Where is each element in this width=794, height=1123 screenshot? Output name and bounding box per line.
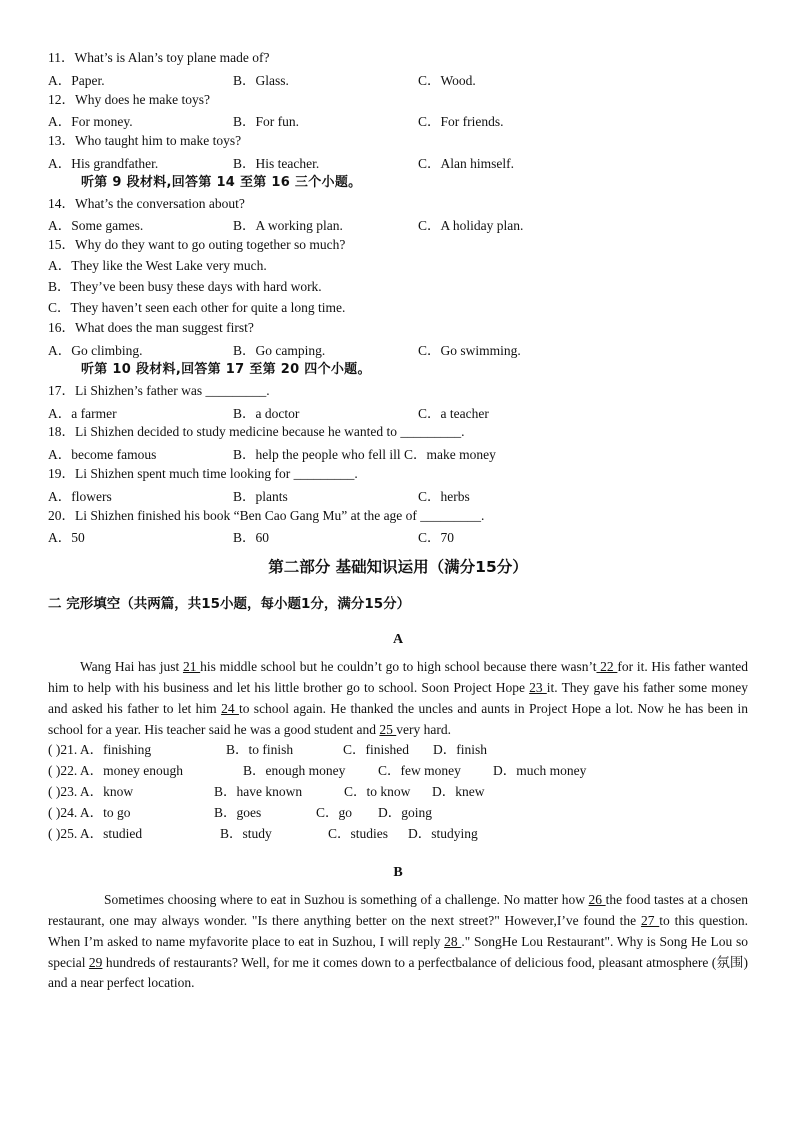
option-a: ( )24. A．to go	[48, 804, 131, 820]
blank-21: 21	[182, 659, 201, 675]
question-text: 16．What does the man suggest first?	[48, 320, 254, 336]
option-b: B．to finish	[226, 742, 294, 758]
option-a: A．Paper.	[48, 72, 105, 88]
question-13	[48, 131, 748, 173]
blank-25: 25	[379, 721, 397, 737]
option-b: B．enough money	[243, 763, 346, 779]
question-text: 13．Who taught him to make toys?	[48, 133, 242, 149]
option-b: B．a doctor	[233, 405, 300, 421]
option-a: A．Some games.	[48, 218, 144, 234]
question-14	[48, 194, 748, 236]
option-b: B．Go camping.	[233, 343, 326, 359]
option-c: C．A holiday plan.	[418, 218, 524, 234]
option-a: A．Go climbing.	[48, 343, 143, 359]
option-a: ( )22. A．money enough	[48, 763, 183, 779]
blank-26: 26	[588, 892, 606, 908]
passage-text: ." SongHe Lou Restaurant". Why is Song He Lou so special	[48, 933, 749, 970]
passage-text: Wang Hai has just	[80, 659, 183, 675]
passage-text: the food tastes at a chosen restaurant, one may always wonder. "Is there anything better on the next street?" However,I’ve found the	[48, 892, 749, 929]
option-c: C．Go swimming.	[418, 343, 521, 359]
blank-29: 29	[88, 954, 103, 970]
passage-text: to school again. He thanked the uncles and aunts in Project Hope a lot. Now he has been in school for a year. His teacher said he was a good student and	[48, 700, 748, 737]
cloze-section-title: 二 完形填空（共两篇，共15小题，每小题1分，满分15分）	[48, 596, 411, 613]
option-d: D．much money	[493, 763, 587, 779]
question-11	[48, 48, 748, 90]
option-a: ( )25. A．studied	[48, 825, 143, 841]
section-heading-10: 听第 10 段材料,回答第 17 至第 20 四个小题。	[81, 361, 371, 377]
option-a: A．His grandfather.	[48, 155, 159, 171]
question-text: 12．Why does he make toys?	[48, 91, 210, 107]
question-17	[48, 381, 748, 423]
option-a: A．They like the West Lake very much.	[48, 257, 267, 273]
section-heading-9: 听第 9 段材料,回答第 14 至第 16 三个小题。	[81, 174, 362, 190]
cloze-option-row-25	[48, 824, 748, 845]
cloze-options	[48, 740, 748, 844]
question-12	[48, 90, 748, 132]
option-a: A．50	[48, 530, 85, 546]
passage-b	[48, 890, 748, 994]
passage-text: very hard.	[396, 721, 452, 737]
cloze-option-row-23	[48, 782, 748, 803]
option-c: C．They haven’t seen each other for quite a long time.	[48, 299, 346, 315]
question-text: 18．Li Shizhen decided to study medicine because he wanted to _________.	[48, 424, 465, 440]
question-19	[48, 464, 748, 506]
passage-text: it. They gave his father some money and asked his father to let him	[48, 679, 748, 716]
blank-23: 23	[529, 679, 547, 695]
option-c: C．Wood.	[418, 72, 476, 88]
blank-22: 22	[596, 659, 618, 675]
option-b: B．A working plan.	[233, 218, 343, 234]
option-c: C．studies	[328, 825, 389, 841]
option-d: D．studying	[408, 825, 478, 841]
question-text: 15．Why do they want to go outing together so much?	[48, 237, 346, 253]
option-c: C．For friends.	[418, 114, 504, 130]
option-a: ( )21. A．finishing	[48, 742, 152, 758]
blank-24: 24	[221, 700, 239, 716]
cloze-option-row-24	[48, 803, 748, 824]
blank-27: 27	[640, 913, 660, 929]
option-b: B．have known	[214, 783, 303, 799]
passage-text: hundreds of restaurants? Well, for me it comes down to a perfectbalance of delicious food, pleasant atmosphere (氛围) and a near perfect location.	[48, 954, 748, 991]
option-b: B．For fun.	[233, 114, 300, 130]
option-c: C．a teacher	[418, 405, 489, 421]
passage-text: for it. His father wanted him to help with his business and let his little brother go to school. Soon Project Hope	[48, 659, 748, 695]
question-text: 20．Li Shizhen finished his book “Ben Cao Gang Mu” at the age of _________.	[48, 507, 485, 523]
question-15	[48, 235, 748, 318]
option-a: A．a farmer	[48, 405, 117, 421]
option-c: C．finished	[343, 742, 409, 758]
passage-text: Sometimes choosing where to eat in Suzhou is something of a challenge. No matter how	[104, 892, 589, 908]
option-b: B．They’ve been busy these days with hard work.	[48, 278, 322, 294]
option-b: B．His teacher.	[233, 155, 320, 171]
question-text: 11．What’s is Alan’s toy plane made of?	[48, 50, 270, 65]
part-two-title: 第二部分 基础知识运用（满分15分）	[268, 558, 528, 577]
question-20	[48, 506, 748, 548]
option-c: C．few money	[378, 763, 461, 779]
option-a: A．For money.	[48, 114, 133, 130]
cloze-option-row-21	[48, 740, 748, 761]
option-b: B．study	[220, 825, 272, 841]
question-text: 17．Li Shizhen’s father was _________.	[48, 382, 270, 398]
option-b: B．60	[233, 530, 270, 546]
option-b: B．Glass.	[233, 72, 289, 88]
option-a: A．flowers	[48, 488, 112, 504]
option-c: C．Alan himself.	[418, 155, 514, 171]
passage-a	[48, 657, 748, 740]
question-16	[48, 318, 748, 360]
blank-28: 28	[444, 933, 462, 949]
question-text: 19．Li Shizhen spent much time looking for _________.	[48, 465, 358, 481]
option-a: A．become famous	[48, 447, 157, 463]
cloze-option-row-22	[48, 761, 748, 782]
option-d: D．finish	[433, 742, 487, 758]
option-c: C．70	[418, 530, 455, 546]
option-b: B．plants	[233, 488, 288, 504]
question-text: 14．What’s the conversation about?	[48, 195, 245, 211]
option-b: B．goes	[214, 804, 262, 820]
option-c: C．go	[316, 804, 353, 820]
option-b-c: B．help the people who fell ill C．make money	[233, 447, 496, 463]
question-18	[48, 422, 748, 464]
passage-text: his middle school but he couldn’t go to high school because there wasn’t	[200, 659, 597, 675]
passage-b-label: B	[393, 865, 403, 881]
option-c: C．herbs	[418, 488, 470, 504]
option-a: ( )23. A．know	[48, 783, 134, 799]
exam-page	[48, 48, 748, 994]
option-d: D．knew	[432, 783, 485, 799]
option-c: C．to know	[344, 783, 411, 799]
option-d: D．going	[378, 804, 432, 820]
passage-text: to this question. When I’m asked to name myfavorite place to eat in Suzhou, I will reply	[48, 913, 748, 949]
passage-a-label: A	[392, 632, 404, 648]
